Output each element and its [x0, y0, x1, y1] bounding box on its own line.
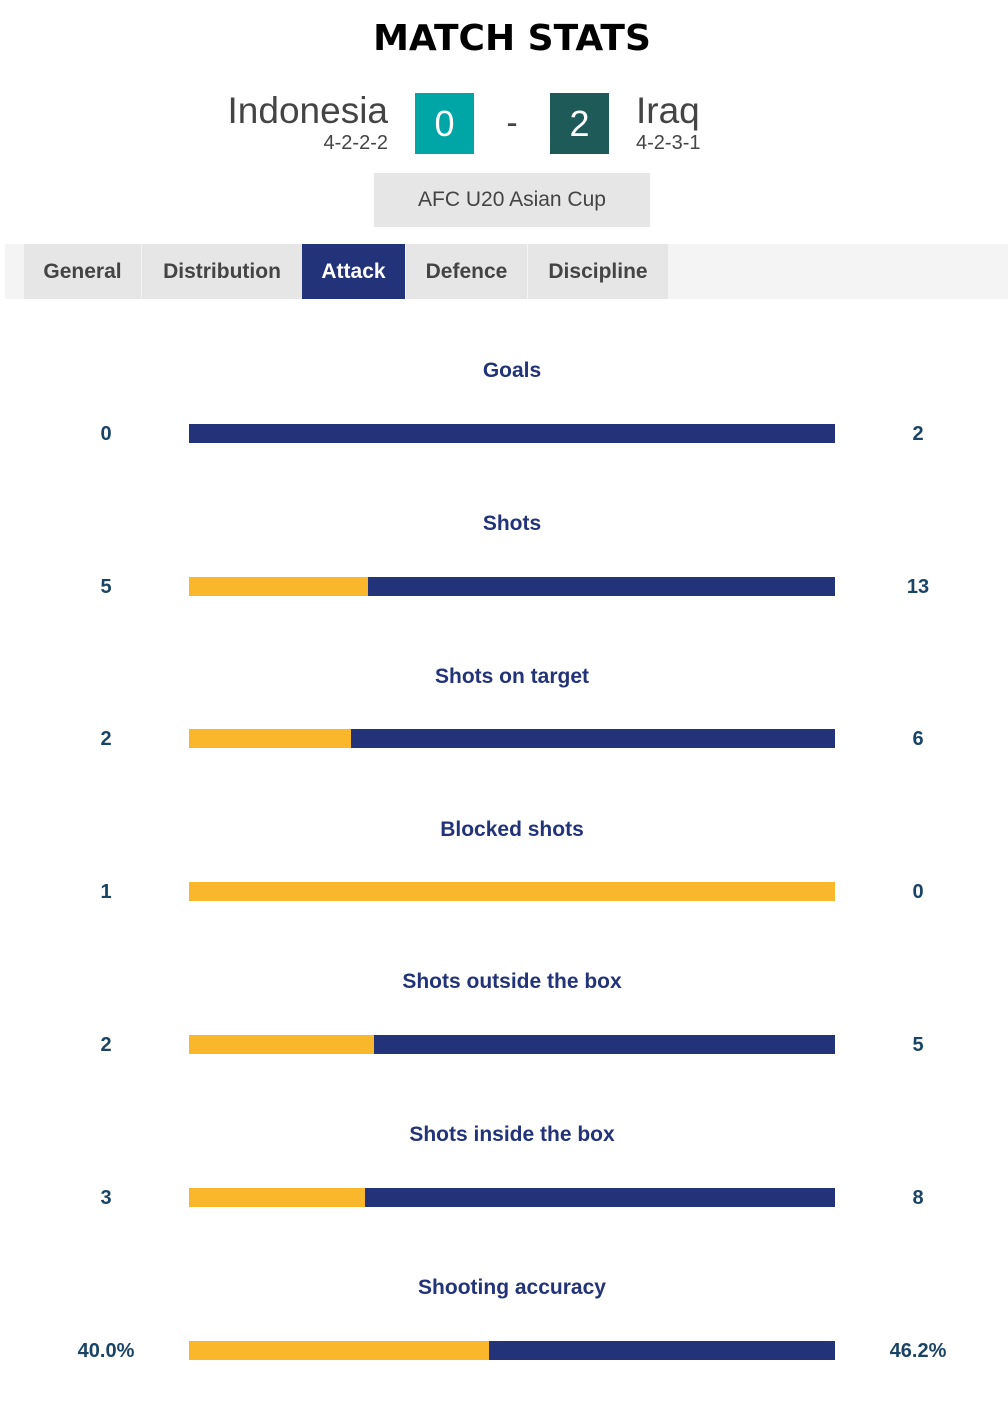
- away-team-formation: 4-2-3-1: [636, 132, 701, 154]
- tab-discipline[interactable]: Discipline: [528, 244, 668, 299]
- home-bar-segment: [189, 729, 351, 748]
- stat-label: Shooting accuracy: [418, 1276, 606, 1299]
- home-stat-value: 2: [100, 1034, 112, 1056]
- stat-label: Shots inside the box: [409, 1123, 615, 1146]
- tab-attack[interactable]: Attack: [302, 244, 405, 299]
- home-bar-segment: [189, 882, 835, 901]
- home-team-formation: 4-2-2-2: [323, 132, 388, 154]
- away-stat-value: 8: [912, 1187, 924, 1209]
- home-stat-value: 5: [100, 576, 112, 598]
- tab-distribution[interactable]: Distribution: [142, 244, 302, 299]
- away-stat-value: 5: [912, 1034, 924, 1056]
- stat-comparison-bar: [189, 577, 835, 596]
- home-stat-value: 3: [100, 1187, 112, 1209]
- stat-label: Shots outside the box: [402, 970, 622, 993]
- score-separator: -: [506, 104, 518, 142]
- stat-label: Shots: [482, 512, 542, 535]
- home-bar-segment: [189, 577, 368, 596]
- stat-label: Shots on target: [434, 665, 589, 688]
- tab-defence[interactable]: Defence: [406, 244, 527, 299]
- stat-comparison-bar: [189, 729, 835, 748]
- competition-badge: AFC U20 Asian Cup: [374, 173, 650, 227]
- away-stat-value: 6: [912, 728, 924, 750]
- away-team-name: Iraq: [636, 90, 700, 131]
- away-bar-segment: [374, 1035, 835, 1054]
- stat-label: Goals: [482, 359, 542, 382]
- stats-tab-bar: [5, 244, 1008, 299]
- away-stat-value: 46.2%: [889, 1340, 947, 1362]
- away-stat-value: 0: [912, 881, 924, 903]
- away-bar-segment: [368, 577, 835, 596]
- away-bar-segment: [351, 729, 836, 748]
- home-stat-value: 2: [100, 728, 112, 750]
- away-bar-segment: [189, 424, 835, 443]
- home-bar-segment: [189, 1188, 365, 1207]
- page-title: MATCH STATS: [373, 18, 651, 59]
- stat-label: Blocked shots: [440, 818, 584, 841]
- home-score: 0: [415, 93, 474, 154]
- tab-general[interactable]: General: [24, 244, 141, 299]
- away-stat-value: 2: [912, 423, 924, 445]
- away-bar-segment: [489, 1341, 835, 1360]
- stat-comparison-bar: [189, 1188, 835, 1207]
- away-stat-value: 13: [906, 576, 930, 598]
- stat-comparison-bar: [189, 424, 835, 443]
- home-bar-segment: [189, 1341, 489, 1360]
- home-stat-value: 40.0%: [77, 1340, 135, 1362]
- away-score: 2: [550, 93, 609, 154]
- stat-comparison-bar: [189, 1035, 835, 1054]
- home-team-name: Indonesia: [227, 90, 388, 131]
- home-stat-value: 0: [100, 423, 112, 445]
- away-bar-segment: [365, 1188, 835, 1207]
- home-bar-segment: [189, 1035, 374, 1054]
- stat-comparison-bar: [189, 1341, 835, 1360]
- home-stat-value: 1: [100, 881, 112, 903]
- stat-comparison-bar: [189, 882, 835, 901]
